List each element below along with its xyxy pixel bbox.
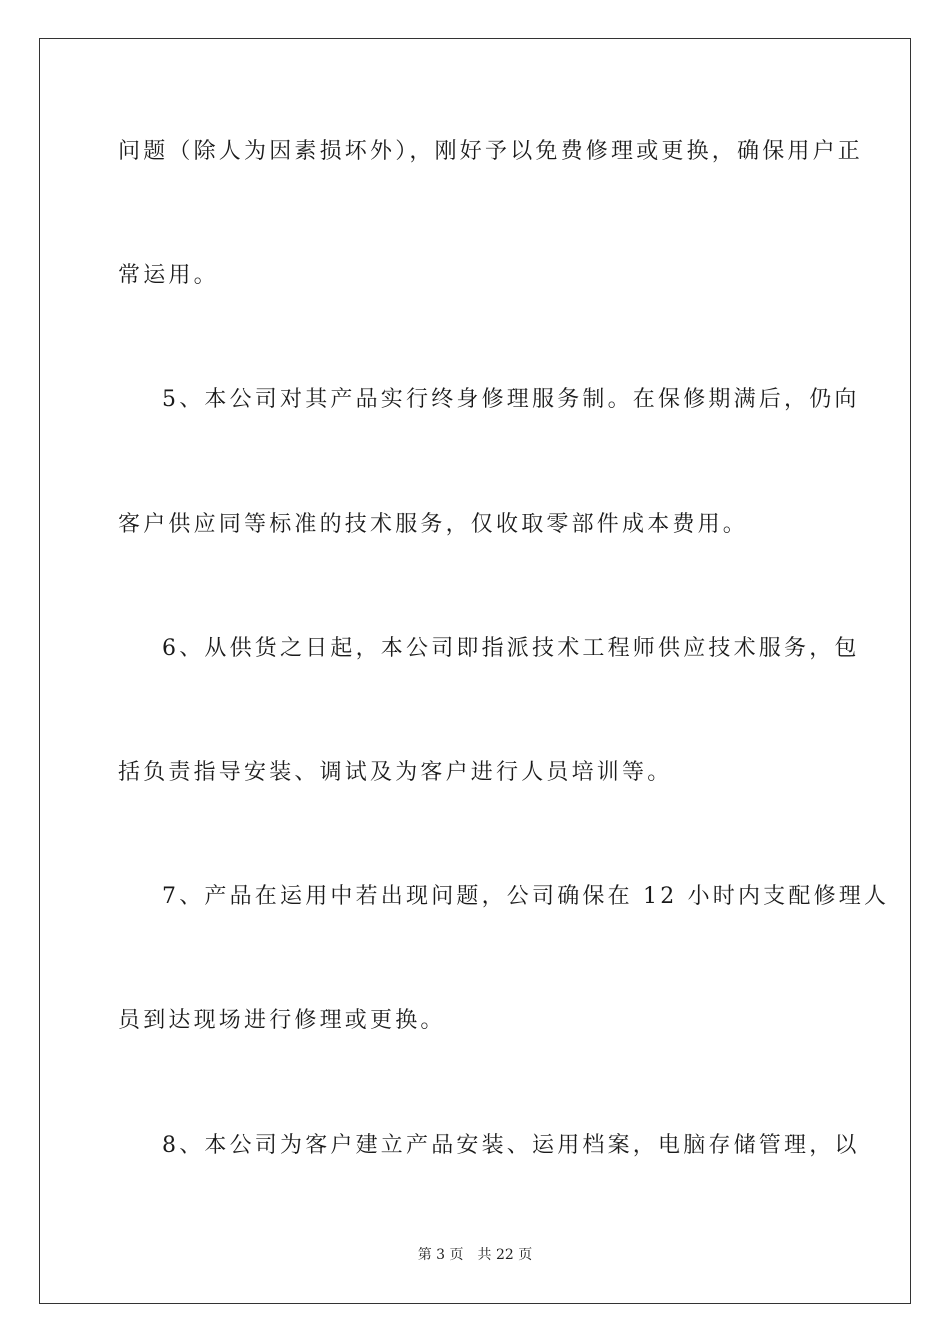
page-frame bbox=[39, 38, 911, 1304]
paragraph-line: 常运用。 bbox=[118, 263, 219, 288]
paragraph-line: 6、从供货之日起，本公司即指派技术工程师供应技术服务，包 bbox=[162, 636, 860, 661]
page-number-footer: 第 3 页 共 22 页 bbox=[417, 1247, 533, 1263]
paragraph-line: 客户供应同等标准的技术服务，仅收取零部件成本费用。 bbox=[118, 512, 749, 537]
paragraph-line: 7、产品在运用中若出现问题，公司确保在 12 小时内支配修理人 bbox=[162, 884, 890, 909]
paragraph-line: 员到达现场进行修理或更换。 bbox=[118, 1008, 446, 1033]
paragraph-line: 括负责指导安装、调试及为客户进行人员培训等。 bbox=[118, 760, 673, 785]
paragraph-line: 问题（除人为因素损坏外），刚好予以免费修理或更换，确保用户正 bbox=[118, 139, 864, 164]
paragraph-line: 5、本公司对其产品实行终身修理服务制。在保修期满后，仍向 bbox=[162, 387, 860, 412]
paragraph-line: 8、本公司为客户建立产品安装、运用档案，电脑存储管理，以 bbox=[162, 1133, 860, 1158]
